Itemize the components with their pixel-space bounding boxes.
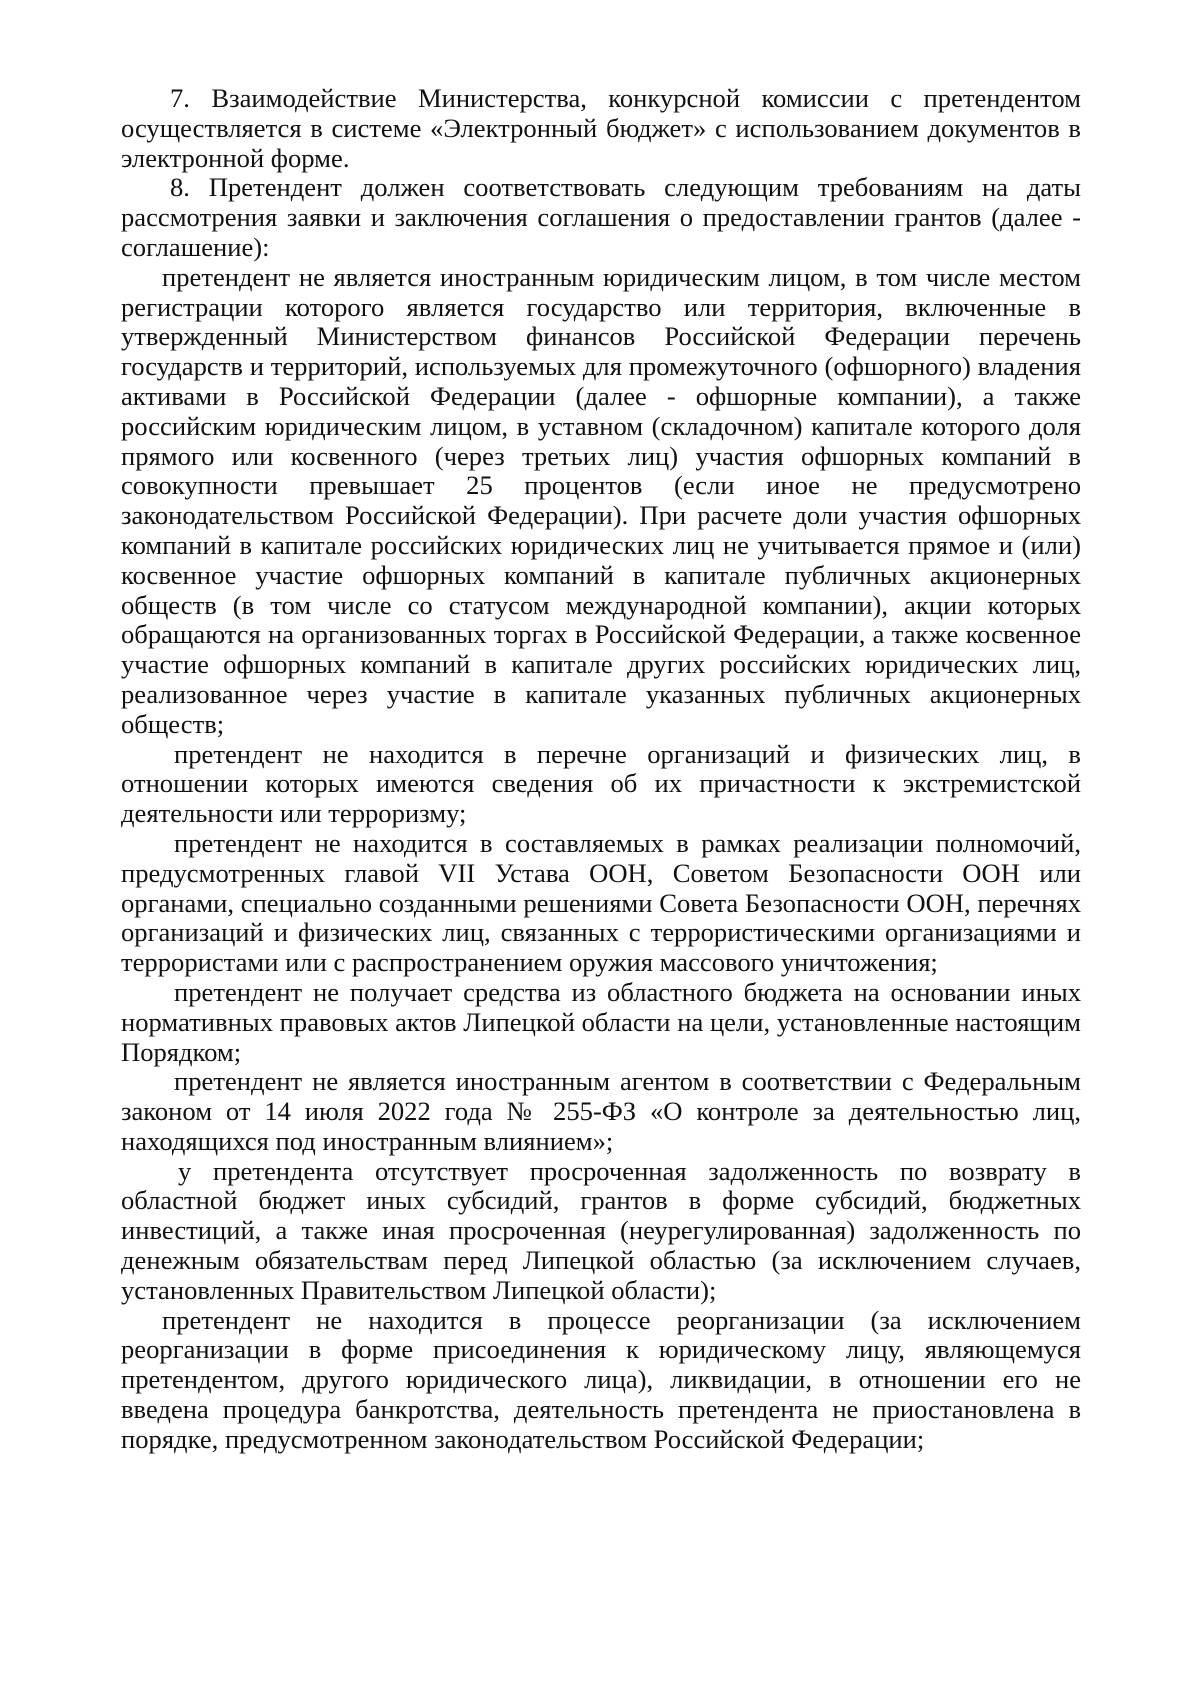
paragraph-8-requirements: 8. Претендент должен соответствовать следующим требованиям на даты рассмотрения заявки и заключения соглашения о предоставлении грантов (далее - соглашение):	[121, 172, 1081, 262]
requirement-extremism-list: претендент не находится в перечне организаций и физических лиц, в отношении которых имеются сведения об их причастности к экстремистской деятельности или терроризму;	[121, 738, 1081, 829]
requirement-not-foreign-agent: претендент не является иностранным агентом в соответствии с Федеральным законом от 14 июля 2022 года № 255-ФЗ «О контроле за деятельностью лиц, находящихся под иностранным влиянием»;	[121, 1066, 1081, 1156]
document-page	[121, 84, 1081, 1455]
requirement-offshore: претендент не является иностранным юридическим лицом, в том числе местом регистрации которого является государство или территория, включенные в утвержденный Министерством финансов Российской Федерации перечень государств и территорий, используемых для промежуточного (офшорного) владения активами в Российской Федерации (далее - офшорные компании), а также российским юридическим лицом, в уставном (складочном) капитале которого доля прямого или косвенного (через третьих лиц) участия офшорных компаний в совокупности превышает 25 процентов (если иное не предусмотрено законодательством Российской Федерации). При расчете доли участия офшорных компаний в капитале российских юридических лиц не учитывается прямое и (или) косвенное участие офшорных компаний в капитале публичных акционерных обществ (в том числе со статусом международной компании), акции которых обращаются на организованных торгах в Российской Федерации, а также косвенное участие офшорных компаний в капитале других российских юридических лиц, реализованное через участие в капитале указанных публичных акционерных обществ;	[121, 261, 1081, 739]
requirement-no-other-funding: претендент не получает средства из областного бюджета на основании иных нормативных правовых актов Липецкой области на цели, установленные настоящим Порядком;	[121, 976, 1081, 1067]
requirement-no-debt: у претендента отсутствует просроченная задолженность по возврату в областной бюджет иных субсидий, грантов в форме субсидий, бюджетных инвестиций, а также иная просроченная (неурегулированная) задолженность по денежным обязательствам перед Липецкой областью (за исключением случаев, установленных Правительством Липецкой области);	[121, 1155, 1081, 1305]
requirement-un-lists: претендент не находится в составляемых в рамках реализации полномочий, предусмотренных главой VII Устава ООН, Советом Безопасности ООН или органами, специально созданными решениями Совета Безопасности ООН, перечнях организаций и физических лиц, связанных с террористическими организациями и террористами или с распространением оружия массового уничтожения;	[121, 827, 1081, 978]
paragraph-7-interaction: 7. Взаимодействие Министерства, конкурсной комиссии с претендентом осуществляется в системе «Электронный бюджет» с использованием документов в электронной форме.	[121, 83, 1081, 173]
requirement-no-reorganization: претендент не находится в процессе реорганизации (за исключением реорганизации в форме присоединения к юридическому лицу, являющемуся претендентом, другого юридического лица), ликвидации, в отношении его не введена процедура банкротства, деятельность претендента не приостановлена в порядке, предусмотренном законодательством Российской Федерации;	[121, 1304, 1081, 1454]
